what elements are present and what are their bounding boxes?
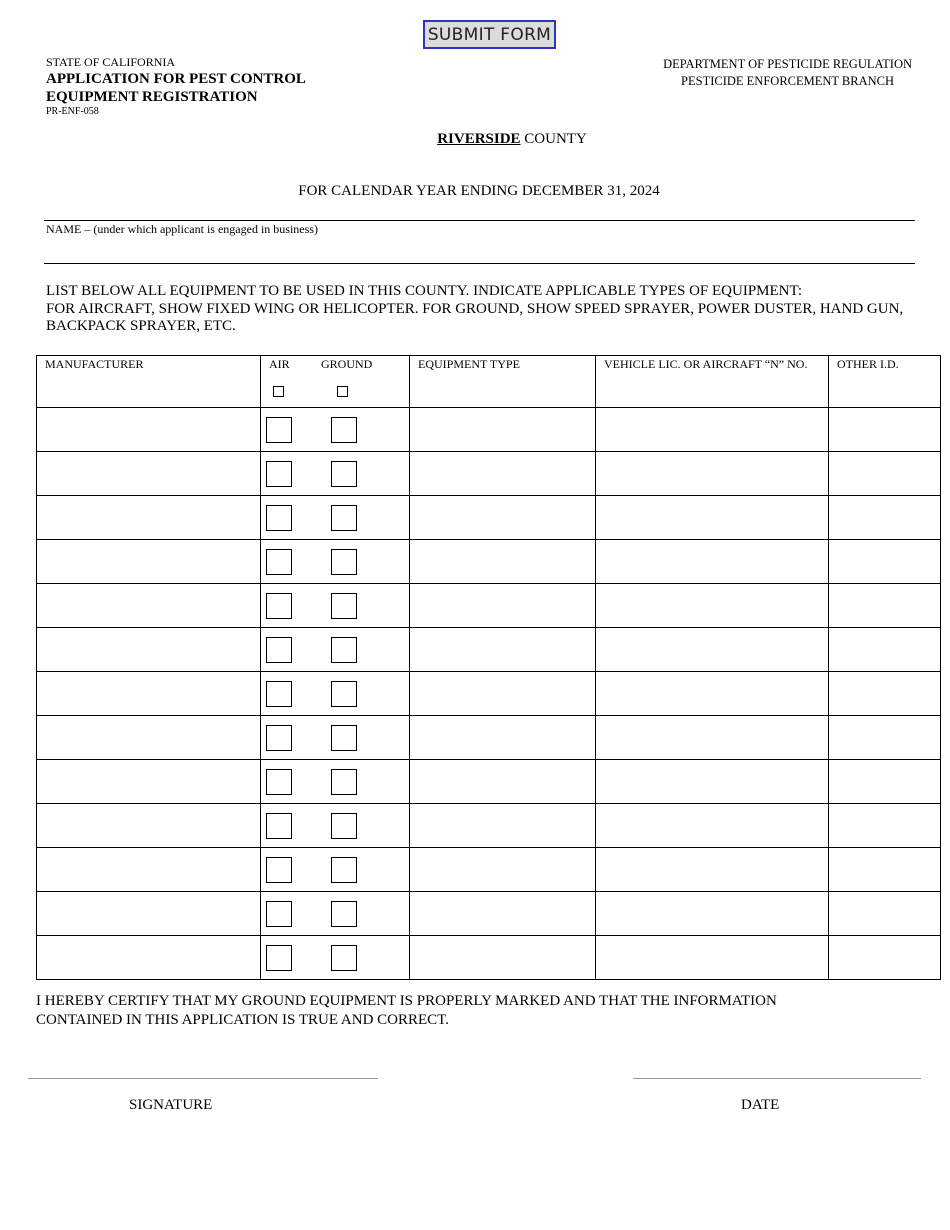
submit-form-button[interactable]: SUBMIT FORM [423,20,556,49]
county-suffix: COUNTY [524,131,587,147]
air-ground-cell [261,452,410,496]
header-vehicle-aircraft-no: VEHICLE LIC. OR AIRCRAFT “N” NO. [596,356,829,408]
branch-name: PESTICIDE ENFORCEMENT BRANCH [681,74,895,88]
vehicle-aircraft-no-cell[interactable] [596,892,829,936]
name-field-label: NAME – (under which applicant is engaged in business) [46,222,318,236]
manufacturer-cell[interactable] [37,408,261,452]
vehicle-aircraft-no-cell[interactable] [596,584,829,628]
equipment-type-cell[interactable] [410,760,596,804]
other-id-cell[interactable] [829,672,941,716]
table-row [37,452,941,496]
other-id-cell[interactable] [829,628,941,672]
business-name-input[interactable] [46,238,916,262]
other-id-cell[interactable] [829,760,941,804]
form-title-line1: APPLICATION FOR PEST CONTROL [46,70,306,87]
ground-checkbox[interactable] [331,901,357,927]
vehicle-aircraft-no-cell[interactable] [596,804,829,848]
ground-checkbox[interactable] [331,417,357,443]
air-checkbox[interactable] [266,461,292,487]
department-name: DEPARTMENT OF PESTICIDE REGULATION [663,57,912,71]
other-id-cell[interactable] [829,408,941,452]
signature-label: SIGNATURE [129,1097,213,1113]
name-bottom-rule [44,263,915,264]
manufacturer-cell[interactable] [37,628,261,672]
equipment-type-cell[interactable] [410,804,596,848]
vehicle-aircraft-no-cell[interactable] [596,936,829,980]
other-id-cell[interactable] [829,496,941,540]
equipment-type-cell[interactable] [410,496,596,540]
air-ground-cell [261,672,410,716]
equipment-type-cell[interactable] [410,628,596,672]
air-checkbox[interactable] [266,593,292,619]
ground-checkbox[interactable] [331,505,357,531]
instructions [46,283,926,336]
air-ground-cell [261,496,410,540]
manufacturer-cell[interactable] [37,848,261,892]
manufacturer-cell[interactable] [37,672,261,716]
form-number: PR-ENF-058 [46,105,99,117]
other-id-cell[interactable] [829,584,941,628]
table-row [37,408,941,452]
manufacturer-cell[interactable] [37,540,261,584]
table-row [37,628,941,672]
table-row [37,848,941,892]
equipment-type-cell[interactable] [410,936,596,980]
county-heading [0,131,950,148]
air-checkbox[interactable] [266,725,292,751]
vehicle-aircraft-no-cell[interactable] [596,408,829,452]
date-line[interactable] [633,1078,921,1079]
table-row [37,760,941,804]
manufacturer-cell[interactable] [37,496,261,540]
vehicle-aircraft-no-cell[interactable] [596,496,829,540]
other-id-cell[interactable] [829,716,941,760]
manufacturer-cell[interactable] [37,936,261,980]
ground-checkbox-icon [337,386,348,397]
certification-statement [36,992,916,1030]
air-ground-cell [261,760,410,804]
ground-checkbox[interactable] [331,725,357,751]
air-checkbox[interactable] [266,637,292,663]
table-row [37,540,941,584]
air-ground-cell [261,936,410,980]
form-title-line2: EQUIPMENT REGISTRATION [46,88,258,105]
air-ground-cell [261,716,410,760]
header-air: AIR [269,357,290,371]
equipment-type-cell[interactable] [410,716,596,760]
air-ground-cell [261,892,410,936]
header-equipment-type: EQUIPMENT TYPE [410,356,596,408]
air-checkbox[interactable] [266,549,292,575]
other-id-cell[interactable] [829,452,941,496]
county-name: RIVERSIDE [437,131,521,147]
name-top-rule [44,220,915,221]
equipment-type-cell[interactable] [410,452,596,496]
date-label: DATE [741,1097,780,1113]
header-ground: GROUND [321,357,373,371]
certification-line2: CONTAINED IN THIS APPLICATION IS TRUE AND CORRECT. [36,1012,449,1028]
form-header-left [46,56,306,117]
manufacturer-cell[interactable] [37,892,261,936]
vehicle-aircraft-no-cell[interactable] [596,672,829,716]
other-id-cell[interactable] [829,804,941,848]
equipment-type-cell[interactable] [410,540,596,584]
table-row [37,672,941,716]
air-ground-cell [261,628,410,672]
signature-line[interactable] [28,1078,378,1079]
header-manufacturer: MANUFACTURER [37,356,261,408]
other-id-cell[interactable] [829,848,941,892]
air-ground-cell [261,540,410,584]
equipment-type-cell[interactable] [410,408,596,452]
air-checkbox[interactable] [266,505,292,531]
calendar-year-line: FOR CALENDAR YEAR ENDING DECEMBER 31, 2024 [298,183,660,199]
vehicle-aircraft-no-cell[interactable] [596,716,829,760]
ground-checkbox[interactable] [331,681,357,707]
manufacturer-cell[interactable] [37,804,261,848]
air-checkbox[interactable] [266,901,292,927]
vehicle-aircraft-no-cell[interactable] [596,540,829,584]
ground-checkbox[interactable] [331,549,357,575]
manufacturer-cell[interactable] [37,760,261,804]
vehicle-aircraft-no-cell[interactable] [596,452,829,496]
table-header-row [37,356,941,408]
air-checkbox[interactable] [266,769,292,795]
ground-checkbox[interactable] [331,945,357,971]
ground-checkbox[interactable] [331,593,357,619]
equipment-type-cell[interactable] [410,584,596,628]
table-row [37,716,941,760]
equipment-type-cell[interactable] [410,848,596,892]
header-air-ground [261,356,410,408]
equipment-type-cell[interactable] [410,892,596,936]
instructions-line2: FOR AIRCRAFT, SHOW FIXED WING OR HELICOPTER. FOR GROUND, SHOW SPEED SPRAYER, POWER DUSTER, HAND GUN, BACKPACK SPRAYER, ETC. [46,300,904,334]
state-label: STATE OF CALIFORNIA [46,55,176,69]
air-ground-cell [261,584,410,628]
vehicle-aircraft-no-cell[interactable] [596,848,829,892]
manufacturer-cell[interactable] [37,716,261,760]
air-checkbox[interactable] [266,813,292,839]
ground-checkbox[interactable] [331,637,357,663]
manufacturer-cell[interactable] [37,452,261,496]
air-ground-cell [261,804,410,848]
air-checkbox[interactable] [266,945,292,971]
ground-checkbox[interactable] [331,857,357,883]
air-ground-cell [261,408,410,452]
air-checkbox[interactable] [266,681,292,707]
equipment-table [36,355,941,980]
ground-checkbox[interactable] [331,769,357,795]
other-id-cell[interactable] [829,892,941,936]
table-row [37,584,941,628]
vehicle-aircraft-no-cell[interactable] [596,628,829,672]
ground-checkbox[interactable] [331,461,357,487]
air-checkbox[interactable] [266,857,292,883]
table-row [37,804,941,848]
ground-checkbox[interactable] [331,813,357,839]
equipment-rows [37,408,941,980]
air-checkbox-icon [273,386,284,397]
table-row [37,496,941,540]
header-other-id: OTHER I.D. [829,356,941,408]
table-row [37,892,941,936]
air-ground-cell [261,848,410,892]
air-checkbox[interactable] [266,417,292,443]
form-header-right [663,56,912,90]
other-id-cell[interactable] [829,936,941,980]
instructions-line1: LIST BELOW ALL EQUIPMENT TO BE USED IN THIS COUNTY. INDICATE APPLICABLE TYPES OF EQUIPMENT: [46,283,803,299]
equipment-type-cell[interactable] [410,672,596,716]
table-row [37,936,941,980]
certification-line1: I HEREBY CERTIFY THAT MY GROUND EQUIPMENT IS PROPERLY MARKED AND THAT THE INFORMATION [36,993,777,1009]
manufacturer-cell[interactable] [37,584,261,628]
other-id-cell[interactable] [829,540,941,584]
vehicle-aircraft-no-cell[interactable] [596,760,829,804]
